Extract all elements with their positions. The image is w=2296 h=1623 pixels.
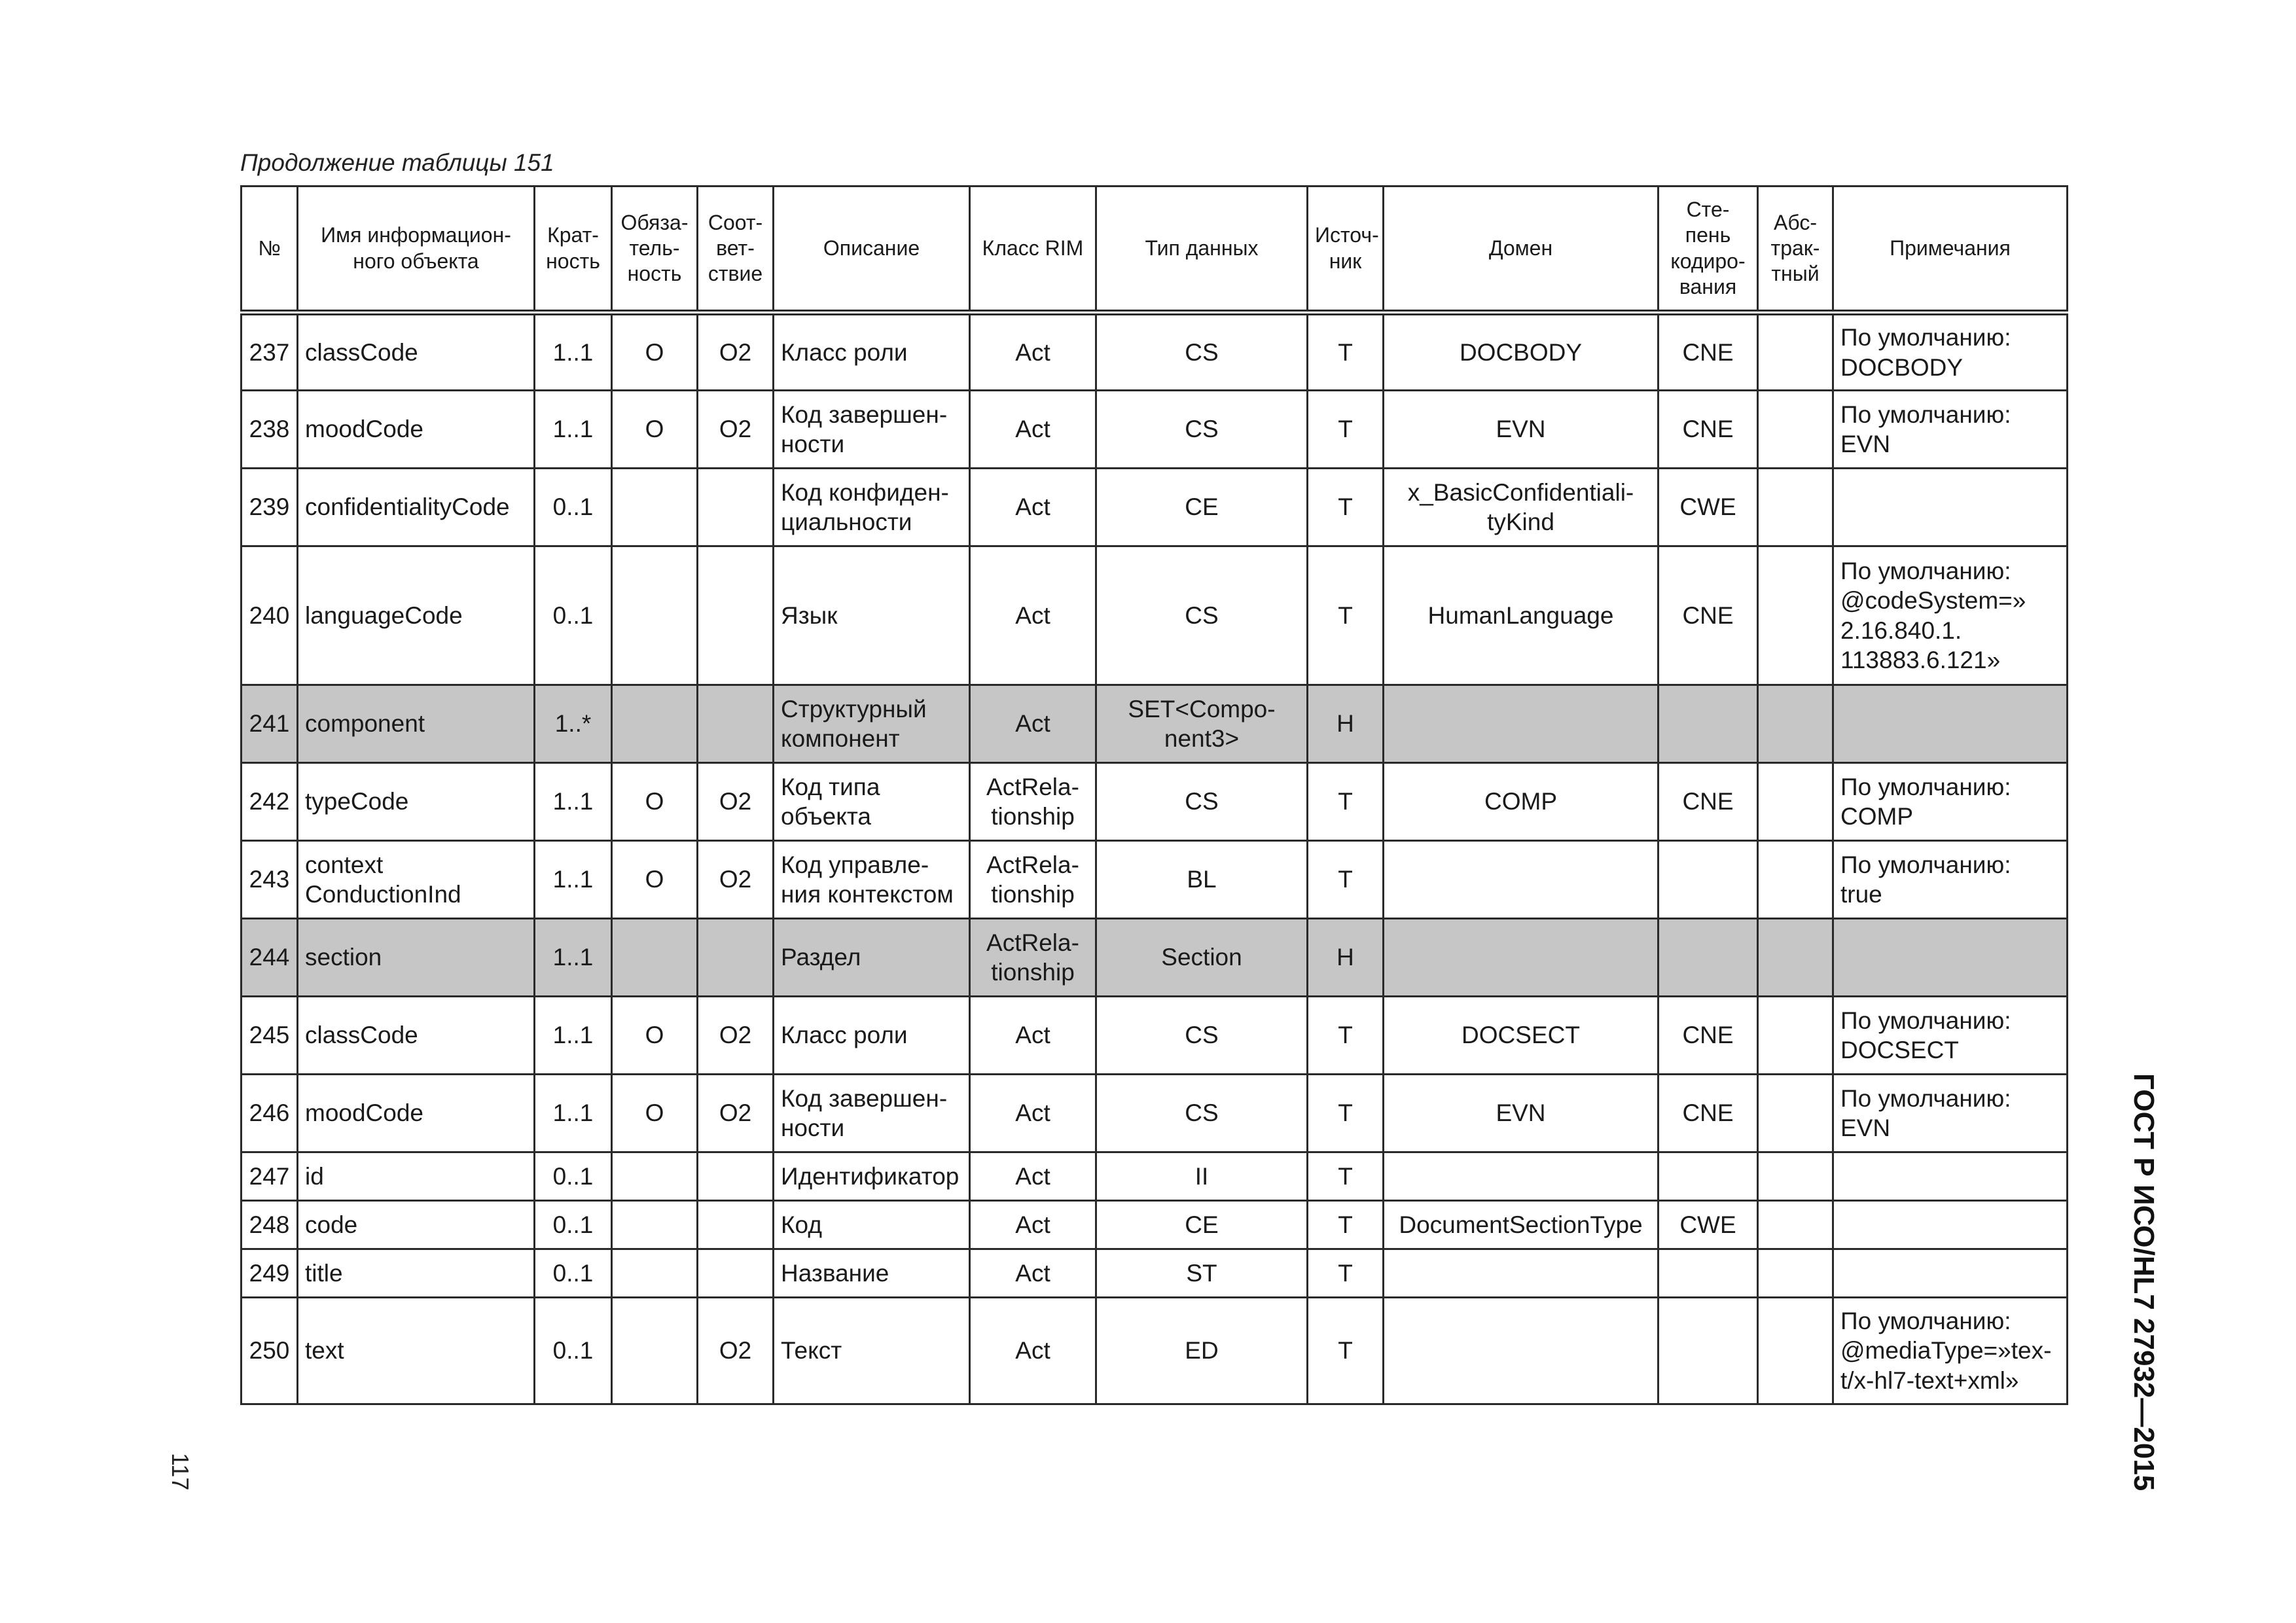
cell-coding: CNE	[1659, 997, 1758, 1075]
header-label: Источ- ник	[1315, 223, 1379, 273]
cell-src: T	[1308, 469, 1384, 546]
cell-coding	[1659, 919, 1758, 997]
cell-mult: 0..1	[535, 1201, 612, 1249]
cell-coding	[1659, 1152, 1758, 1201]
cell-coding: CNE	[1659, 763, 1758, 841]
cell-notes	[1833, 685, 2068, 763]
header-label: Класс RIM	[982, 236, 1084, 260]
cell-desc: Код завершен- ности	[774, 391, 970, 469]
cell-name: title	[298, 1249, 535, 1298]
cell-desc: Текст	[774, 1298, 970, 1404]
cell-domain: x_BasicConfidentiali- tyKind	[1384, 469, 1659, 546]
cell-name: id	[298, 1152, 535, 1201]
cell-conf	[698, 1152, 774, 1201]
cell-name: section	[298, 919, 535, 997]
cell-name: languageCode	[298, 546, 535, 685]
header-dtype	[1096, 187, 1308, 313]
cell-notes	[1833, 1201, 2068, 1249]
cell-mult: 1..1	[535, 841, 612, 919]
cell-num: 249	[242, 1249, 298, 1298]
cell-oblig: O	[612, 763, 698, 841]
cell-conf: O2	[698, 763, 774, 841]
cell-src: T	[1308, 763, 1384, 841]
cell-desc: Код управле- ния контекстом	[774, 841, 970, 919]
cell-name: classCode	[298, 997, 535, 1075]
cell-mult: 0..1	[535, 546, 612, 685]
cell-notes	[1833, 469, 2068, 546]
cell-coding: CNE	[1659, 313, 1758, 391]
header-label: Крат- ность	[546, 223, 600, 273]
cell-num: 242	[242, 763, 298, 841]
cell-domain: DOCSECT	[1384, 997, 1659, 1075]
table-row	[242, 313, 2068, 391]
cell-oblig	[612, 546, 698, 685]
table-row	[242, 391, 2068, 469]
cell-conf	[698, 546, 774, 685]
cell-dtype: CS	[1096, 1075, 1308, 1152]
header-name	[298, 187, 535, 313]
table-row	[242, 469, 2068, 546]
cell-dtype: CE	[1096, 469, 1308, 546]
header-num	[242, 187, 298, 313]
cell-dtype: SET<Compo- nent3>	[1096, 685, 1308, 763]
header-row	[242, 187, 2068, 313]
page-number: 117	[167, 1453, 194, 1491]
cell-notes: По умолчанию: DOCBODY	[1833, 313, 2068, 391]
cell-rim: Act	[970, 997, 1096, 1075]
header-abstract	[1758, 187, 1833, 313]
cell-oblig: O	[612, 1075, 698, 1152]
cell-conf	[698, 1201, 774, 1249]
cell-mult: 1..1	[535, 1075, 612, 1152]
header-notes	[1833, 187, 2068, 313]
cell-rim: Act	[970, 1152, 1096, 1201]
cell-conf: O2	[698, 841, 774, 919]
cell-coding	[1659, 1249, 1758, 1298]
cell-src: T	[1308, 1152, 1384, 1201]
cell-notes: По умолчанию: COMP	[1833, 763, 2068, 841]
cell-mult: 0..1	[535, 1152, 612, 1201]
cell-dtype: CS	[1096, 391, 1308, 469]
cell-oblig	[612, 685, 698, 763]
cell-rim: Act	[970, 391, 1096, 469]
cell-mult: 1..1	[535, 763, 612, 841]
cell-oblig	[612, 1298, 698, 1404]
header-label: Тип данных	[1145, 236, 1259, 260]
header-src	[1308, 187, 1384, 313]
cell-notes	[1833, 919, 2068, 997]
cell-rim: Act	[970, 1075, 1096, 1152]
cell-name: typeCode	[298, 763, 535, 841]
cell-name: moodCode	[298, 1075, 535, 1152]
cell-name: context ConductionInd	[298, 841, 535, 919]
cell-desc: Раздел	[774, 919, 970, 997]
cell-dtype: II	[1096, 1152, 1308, 1201]
cell-domain	[1384, 919, 1659, 997]
header-rim	[970, 187, 1096, 313]
cell-mult: 1..*	[535, 685, 612, 763]
cell-oblig: O	[612, 997, 698, 1075]
cell-dtype: CS	[1096, 313, 1308, 391]
header-label: №	[258, 236, 281, 260]
cell-name: code	[298, 1201, 535, 1249]
cell-conf: O2	[698, 313, 774, 391]
cell-src: T	[1308, 841, 1384, 919]
cell-notes: По умолчанию: @mediaType=»tex- t/x-hl7-text+xml»	[1833, 1298, 2068, 1404]
table-row	[242, 1298, 2068, 1404]
header-label: Сте- пень кодиро- вания	[1670, 198, 1746, 298]
cell-abstract	[1758, 1201, 1833, 1249]
cell-name: component	[298, 685, 535, 763]
cell-mult: 1..1	[535, 313, 612, 391]
table-row	[242, 1152, 2068, 1201]
cell-notes: По умолчанию: EVN	[1833, 1075, 2068, 1152]
cell-dtype: BL	[1096, 841, 1308, 919]
cell-coding: CNE	[1659, 391, 1758, 469]
cell-abstract	[1758, 313, 1833, 391]
cell-notes: По умолчанию: true	[1833, 841, 2068, 919]
cell-domain	[1384, 841, 1659, 919]
cell-mult: 0..1	[535, 469, 612, 546]
cell-domain	[1384, 1249, 1659, 1298]
cell-coding	[1659, 1298, 1758, 1404]
cell-name: text	[298, 1298, 535, 1404]
table-row	[242, 997, 2068, 1075]
table-row	[242, 841, 2068, 919]
cell-conf: O2	[698, 1075, 774, 1152]
cell-coding	[1659, 841, 1758, 919]
cell-oblig: O	[612, 391, 698, 469]
cell-abstract	[1758, 1249, 1833, 1298]
cell-coding: CWE	[1659, 1201, 1758, 1249]
cell-abstract	[1758, 1075, 1833, 1152]
data-table	[240, 185, 2068, 1405]
cell-desc: Код конфиден- циальности	[774, 469, 970, 546]
cell-oblig	[612, 1152, 698, 1201]
cell-desc: Название	[774, 1249, 970, 1298]
cell-coding: CNE	[1659, 546, 1758, 685]
cell-num: 250	[242, 1298, 298, 1404]
cell-rim: Act	[970, 469, 1096, 546]
table-row	[242, 763, 2068, 841]
table-body	[242, 313, 2068, 1404]
cell-rim: Act	[970, 1249, 1096, 1298]
cell-num: 247	[242, 1152, 298, 1201]
cell-oblig	[612, 469, 698, 546]
document-code: ГОСТ Р ИСО/HL7 27932—2015	[2128, 1073, 2160, 1491]
table-row	[242, 1201, 2068, 1249]
header-domain	[1384, 187, 1659, 313]
header-label: Имя информацион- ного объекта	[321, 223, 511, 273]
cell-src: T	[1308, 1075, 1384, 1152]
cell-domain: DocumentSectionType	[1384, 1201, 1659, 1249]
cell-oblig: O	[612, 313, 698, 391]
cell-mult: 0..1	[535, 1298, 612, 1404]
header-label: Обяза- тель- ность	[620, 210, 689, 286]
cell-rim: Act	[970, 1298, 1096, 1404]
table-row	[242, 546, 2068, 685]
cell-coding: CWE	[1659, 469, 1758, 546]
cell-src: T	[1308, 1201, 1384, 1249]
cell-domain: DOCBODY	[1384, 313, 1659, 391]
cell-dtype: CS	[1096, 763, 1308, 841]
cell-name: classCode	[298, 313, 535, 391]
cell-conf	[698, 1249, 774, 1298]
cell-conf: O2	[698, 1298, 774, 1404]
cell-notes: По умолчанию: EVN	[1833, 391, 2068, 469]
cell-coding: CNE	[1659, 1075, 1758, 1152]
cell-conf: O2	[698, 391, 774, 469]
cell-desc: Язык	[774, 546, 970, 685]
cell-oblig	[612, 1249, 698, 1298]
cell-notes	[1833, 1152, 2068, 1201]
cell-oblig	[612, 919, 698, 997]
table-row	[242, 1075, 2068, 1152]
cell-mult: 1..1	[535, 997, 612, 1075]
cell-desc: Класс роли	[774, 313, 970, 391]
header-label: Примечания	[1890, 236, 2011, 260]
cell-src: T	[1308, 997, 1384, 1075]
cell-mult: 1..1	[535, 391, 612, 469]
header-label: Описание	[823, 236, 920, 260]
cell-num: 244	[242, 919, 298, 997]
cell-abstract	[1758, 685, 1833, 763]
cell-abstract	[1758, 841, 1833, 919]
cell-conf	[698, 469, 774, 546]
header-mult	[535, 187, 612, 313]
cell-num: 240	[242, 546, 298, 685]
cell-notes	[1833, 1249, 2068, 1298]
table-row	[242, 685, 2068, 763]
table-row	[242, 919, 2068, 997]
cell-desc: Код	[774, 1201, 970, 1249]
cell-rim: Act	[970, 685, 1096, 763]
cell-num: 238	[242, 391, 298, 469]
cell-abstract	[1758, 546, 1833, 685]
cell-domain: EVN	[1384, 1075, 1659, 1152]
header-label: Домен	[1488, 236, 1553, 260]
cell-num: 248	[242, 1201, 298, 1249]
cell-src: T	[1308, 546, 1384, 685]
cell-dtype: ST	[1096, 1249, 1308, 1298]
cell-rim: Act	[970, 1201, 1096, 1249]
cell-rim: ActRela- tionship	[970, 841, 1096, 919]
cell-abstract	[1758, 997, 1833, 1075]
cell-domain	[1384, 685, 1659, 763]
cell-dtype: Section	[1096, 919, 1308, 997]
cell-dtype: CE	[1096, 1201, 1308, 1249]
cell-oblig: O	[612, 841, 698, 919]
cell-conf: O2	[698, 997, 774, 1075]
cell-desc: Структурный компонент	[774, 685, 970, 763]
cell-desc: Код типа объекта	[774, 763, 970, 841]
cell-domain	[1384, 1152, 1659, 1201]
header-coding	[1659, 187, 1758, 313]
cell-name: confidentialityCode	[298, 469, 535, 546]
cell-src: T	[1308, 1249, 1384, 1298]
cell-rim: ActRela- tionship	[970, 919, 1096, 997]
cell-abstract	[1758, 1298, 1833, 1404]
cell-domain: HumanLanguage	[1384, 546, 1659, 685]
cell-abstract	[1758, 469, 1833, 546]
table-row	[242, 1249, 2068, 1298]
cell-num: 243	[242, 841, 298, 919]
cell-rim: Act	[970, 313, 1096, 391]
cell-num: 239	[242, 469, 298, 546]
header-oblig	[612, 187, 698, 313]
cell-num: 241	[242, 685, 298, 763]
cell-oblig	[612, 1201, 698, 1249]
cell-domain: COMP	[1384, 763, 1659, 841]
cell-rim: Act	[970, 546, 1096, 685]
cell-domain: EVN	[1384, 391, 1659, 469]
cell-num: 246	[242, 1075, 298, 1152]
cell-name: moodCode	[298, 391, 535, 469]
cell-abstract	[1758, 763, 1833, 841]
cell-rim: ActRela- tionship	[970, 763, 1096, 841]
cell-src: H	[1308, 919, 1384, 997]
cell-desc: Код завершен- ности	[774, 1075, 970, 1152]
cell-mult: 0..1	[535, 1249, 612, 1298]
cell-coding	[1659, 685, 1758, 763]
cell-mult: 1..1	[535, 919, 612, 997]
cell-src: T	[1308, 313, 1384, 391]
header-desc	[774, 187, 970, 313]
table-caption: Продолжение таблицы 151	[240, 149, 554, 176]
cell-num: 245	[242, 997, 298, 1075]
header-conf	[698, 187, 774, 313]
cell-src: H	[1308, 685, 1384, 763]
cell-domain	[1384, 1298, 1659, 1404]
cell-conf	[698, 919, 774, 997]
cell-abstract	[1758, 1152, 1833, 1201]
cell-conf	[698, 685, 774, 763]
cell-src: T	[1308, 1298, 1384, 1404]
cell-desc: Класс роли	[774, 997, 970, 1075]
cell-abstract	[1758, 391, 1833, 469]
cell-src: T	[1308, 391, 1384, 469]
cell-dtype: ED	[1096, 1298, 1308, 1404]
cell-notes: По умолчанию: DOCSECT	[1833, 997, 2068, 1075]
header-label: Соот- вет- ствие	[708, 210, 763, 286]
cell-num: 237	[242, 313, 298, 391]
cell-abstract	[1758, 919, 1833, 997]
cell-desc: Идентификатор	[774, 1152, 970, 1201]
header-label: Абс- трак- тный	[1770, 210, 1820, 286]
cell-dtype: CS	[1096, 997, 1308, 1075]
cell-dtype: CS	[1096, 546, 1308, 685]
cell-notes: По умолчанию: @codeSystem=» 2.16.840.1. 113883.6.121»	[1833, 546, 2068, 685]
